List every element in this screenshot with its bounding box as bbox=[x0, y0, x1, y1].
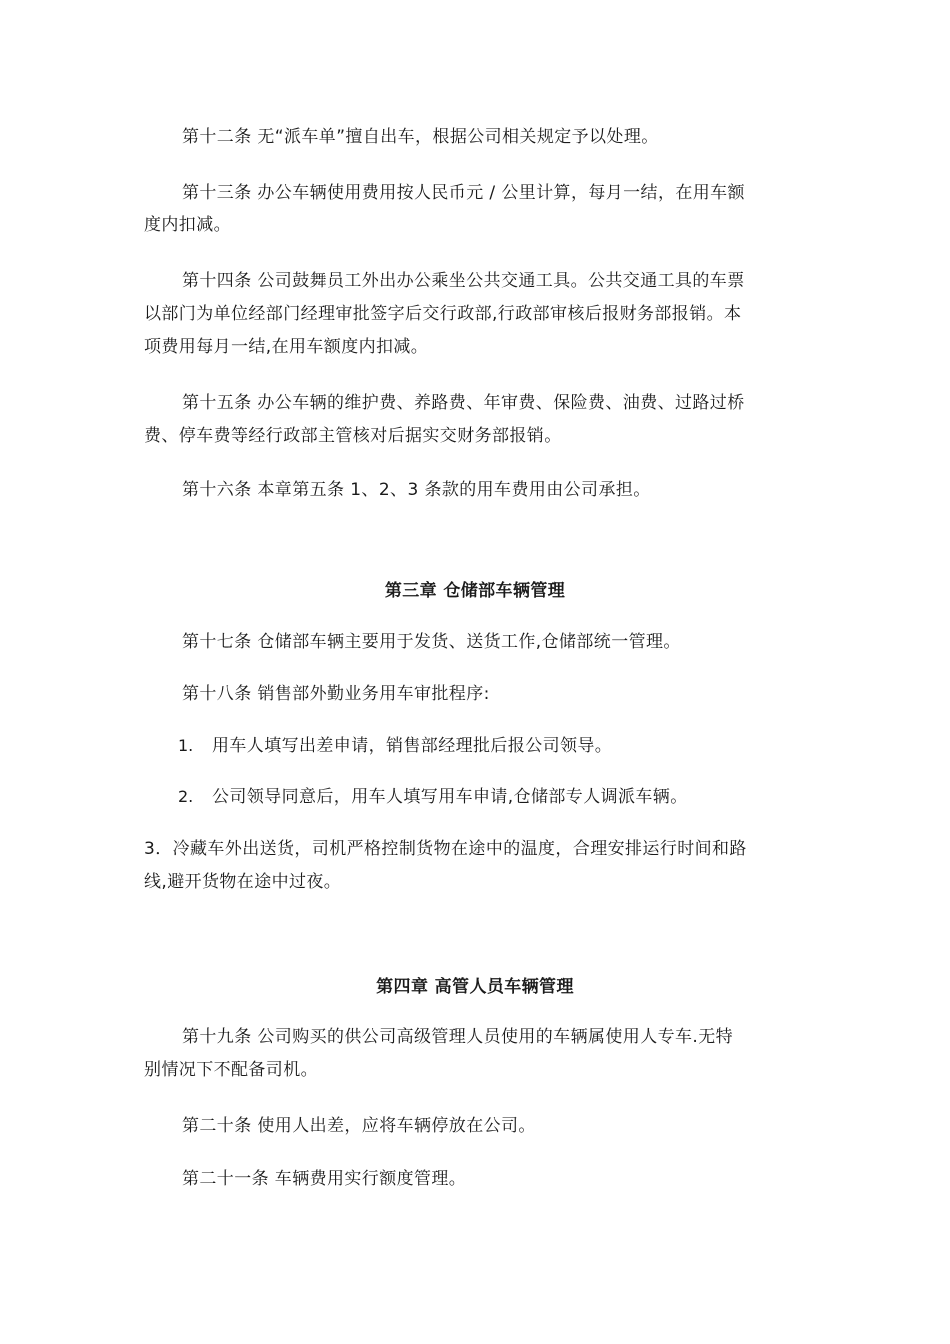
article-19-line-2: 别情况下不配备司机。 bbox=[144, 1060, 318, 1080]
article-17-line-1: 第十七条 仓储部车辆主要用于发货、送货工作,仓储部统一管理。 bbox=[182, 632, 681, 652]
article-20-line-1: 第二十条 使用人出差，应将车辆停放在公司。 bbox=[182, 1116, 536, 1136]
article-12-line-1: 第十二条 无“派车单”擅自出车，根据公司相关规定予以处理。 bbox=[182, 127, 659, 147]
list-item-1-text: 用车人填写出差申请，销售部经理批后报公司领导。 bbox=[212, 736, 613, 756]
list-item-3-line-2: 线,避开货物在途中过夜。 bbox=[144, 872, 342, 892]
article-13-line-2: 度内扣减。 bbox=[144, 215, 231, 235]
chapter-3-heading: 第三章 仓储部车辆管理 bbox=[384, 581, 566, 601]
list-item-1-number: 1. bbox=[178, 736, 194, 755]
article-13-line-1: 第十三条 办公车辆使用费用按人民币元 / 公里计算，每月一结，在用车额 bbox=[182, 183, 745, 203]
list-item-3-line-1: 3．冷藏车外出送货，司机严格控制货物在途中的温度，合理安排运行时间和路 bbox=[144, 839, 747, 859]
article-14-line-1: 第十四条 公司鼓舞员工外出办公乘坐公共交通工具。公共交通工具的车票 bbox=[182, 271, 745, 291]
article-16-line-1: 第十六条 本章第五条 1、2、3 条款的用车费用由公司承担。 bbox=[182, 480, 651, 500]
article-21-line-1: 第二十一条 车辆费用实行额度管理。 bbox=[182, 1169, 467, 1189]
article-18-line-1: 第十八条 销售部外勤业务用车审批程序: bbox=[182, 684, 490, 704]
article-19-line-1: 第十九条 公司购买的供公司高级管理人员使用的车辆属使用人专车.无特 bbox=[182, 1027, 734, 1047]
article-14-line-2: 以部门为单位经部门经理审批签字后交行政部,行政部审核后报财务部报销。本 bbox=[144, 304, 742, 324]
article-15-line-2: 费、停车费等经行政部主管核对后据实交财务部报销。 bbox=[144, 426, 562, 446]
list-item-2-number: 2. bbox=[178, 787, 194, 806]
article-15-line-1: 第十五条 办公车辆的维护费、养路费、年审费、保险费、油费、过路过桥 bbox=[182, 393, 745, 413]
chapter-4-heading: 第四章 高管人员车辆管理 bbox=[376, 977, 574, 997]
article-14-line-3: 项费用每月一结,在用车额度内扣减。 bbox=[144, 337, 429, 357]
list-item-2-text: 公司领导同意后，用车人填写用车申请,仓储部专人调派车辆。 bbox=[212, 787, 688, 807]
